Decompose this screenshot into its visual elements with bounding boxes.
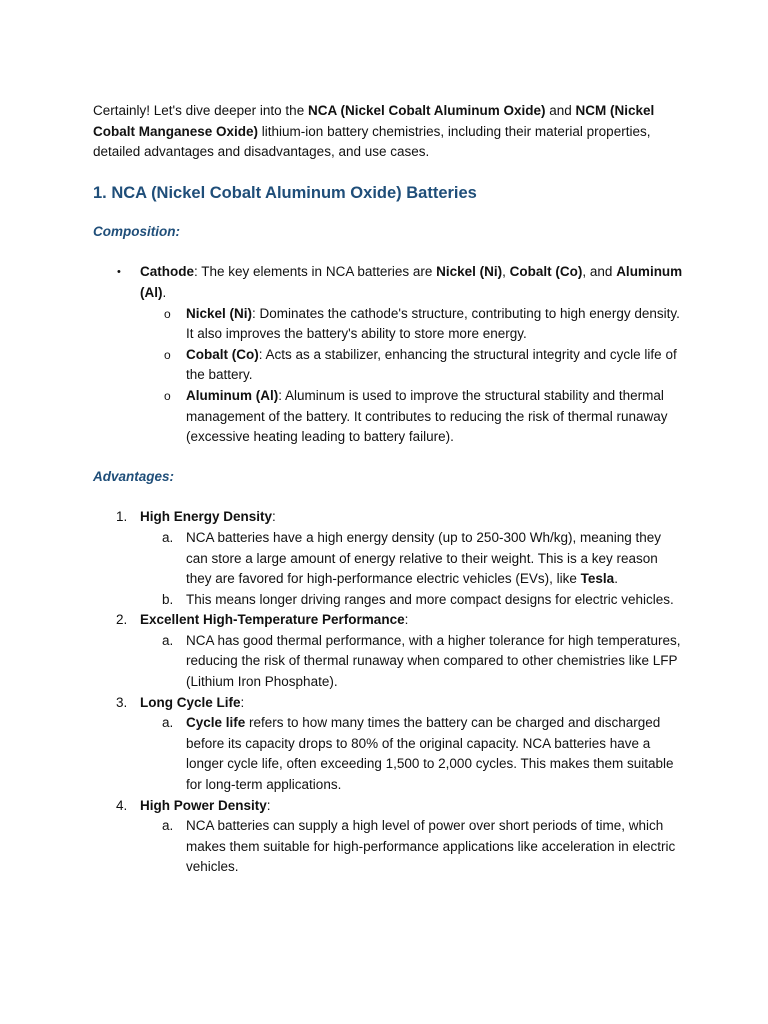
cathode-text: .: [162, 284, 167, 300]
bullet-marker: •: [117, 266, 121, 279]
sub-marker: o: [164, 306, 171, 321]
advantage-subitem: [140, 590, 683, 611]
list-number: 3.: [116, 694, 128, 710]
list-letter: a.: [162, 715, 174, 731]
element-text: : Aluminum is used to improve the structural stability and thermal management of the battery. It contributes to reducing the risk of thermal runaway (excessive heating leading to battery failure).: [186, 387, 668, 445]
intro-paragraph: [93, 101, 683, 163]
list-letter: a.: [162, 818, 174, 834]
advantage-colon: :: [266, 797, 271, 813]
subitem-text: NCA batteries can supply a high level of power over short periods of time, which makes them suitable for high-performance applications like acceleration in electric vehicles.: [186, 818, 676, 875]
list-letter: a.: [162, 632, 174, 648]
cathode-label: Cathode: [140, 264, 194, 280]
element-item-nickel: [140, 304, 683, 345]
advantage-sublist: [140, 816, 683, 878]
nickel-term: Nickel (Ni): [436, 264, 503, 280]
intro-ncm-term: NCM (Nickel Cobalt Manganese Oxide): [93, 103, 655, 139]
subitem-text: NCA batteries have a high energy density (up to 250-300 Wh/kg), meaning they can store a large amount of energy relative to their weight. This is a key reason they are favored for high-performance electric vehicles (EVs), like: [186, 529, 662, 587]
element-item-cobalt: [140, 345, 683, 386]
subitem-text: .: [614, 571, 618, 587]
intro-nca-term: NCA (Nickel Cobalt Aluminum Oxide): [307, 103, 546, 118]
cycle-life-term: Cycle life: [186, 715, 246, 731]
advantage-subitem: [140, 816, 683, 878]
element-label: Nickel (Ni): [186, 305, 253, 321]
advantage-item: [93, 610, 683, 692]
aluminum-term: Aluminum (Al): [140, 264, 683, 300]
cathode-line: [140, 264, 682, 300]
advantage-subitem: [140, 528, 683, 590]
subitem-text: This means longer driving ranges and more compact designs for electric vehicles.: [186, 591, 674, 607]
advantage-item: [93, 796, 683, 878]
subitem-text: NCA has good thermal performance, with a higher tolerance for high temperatures, reducing the risk of thermal runaway when compared to other chemistries like LFP (Lithium Iron Phosphate).: [186, 632, 681, 690]
element-item-aluminum: [140, 386, 683, 448]
intro-text: Certainly! Let's dive deeper into the: [93, 103, 308, 118]
element-label: Cobalt (Co): [186, 346, 259, 362]
sub-marker: o: [164, 388, 171, 403]
cathode-text: ,: [502, 264, 510, 280]
advantage-sublist: [140, 631, 683, 693]
element-text: : Dominates the cathode's structure, contributing to high energy density. It also improves the battery's ability to store more energy.: [186, 305, 680, 342]
element-label: Aluminum (Al): [186, 387, 279, 403]
advantage-subitem: [140, 631, 683, 693]
composition-subheading: Composition:: [93, 223, 180, 239]
intro-text: lithium-ion battery chemistries, including their material properties, detailed advantages and disadvantages, and use cases.: [93, 123, 651, 160]
advantage-item: [93, 693, 683, 796]
cathode-item: [93, 262, 683, 447]
cobalt-term: Cobalt (Co): [509, 264, 583, 280]
composition-list: [93, 262, 683, 447]
element-text: : Acts as a stabilizer, enhancing the structural integrity and cycle life of the battery.: [186, 346, 677, 383]
document-page: [93, 101, 683, 878]
advantage-colon: :: [404, 612, 409, 628]
cathode-text: , and: [582, 264, 617, 280]
advantage-label: High Energy Density: [140, 509, 273, 525]
advantages-subheading: Advantages:: [93, 468, 175, 484]
list-number: 4.: [116, 797, 128, 813]
cathode-text: : The key elements in NCA batteries are: [194, 264, 437, 280]
advantage-subitem: [140, 713, 683, 795]
advantage-colon: :: [272, 509, 276, 525]
advantages-list: [93, 507, 683, 878]
advantage-sublist: [140, 528, 683, 610]
intro-text: and: [545, 103, 576, 118]
advantage-label: High Power Density: [140, 797, 267, 813]
subitem-text: refers to how many times the battery can be charged and discharged before its capacity drops to 80% of the original capacity. NCA batteries have a longer cycle life, often exceeding 1,500 to 2,000 cycles. This makes them suitable for long-term applications.: [186, 715, 674, 793]
advantage-colon: :: [240, 694, 245, 710]
list-number: 2.: [116, 612, 128, 628]
element-sublist: [140, 304, 683, 448]
advantage-label: Long Cycle Life: [140, 694, 241, 710]
advantage-item: [93, 507, 683, 610]
sub-marker: o: [164, 347, 171, 362]
list-number: 1.: [116, 509, 128, 525]
advantage-sublist: [140, 713, 683, 795]
list-letter: b.: [162, 591, 174, 607]
tesla-term: Tesla: [580, 571, 615, 587]
list-letter: a.: [162, 529, 174, 545]
advantage-label: Excellent High-Temperature Performance: [140, 612, 405, 628]
section-heading: 1. NCA (Nickel Cobalt Aluminum Oxide) Batteries: [93, 183, 477, 202]
